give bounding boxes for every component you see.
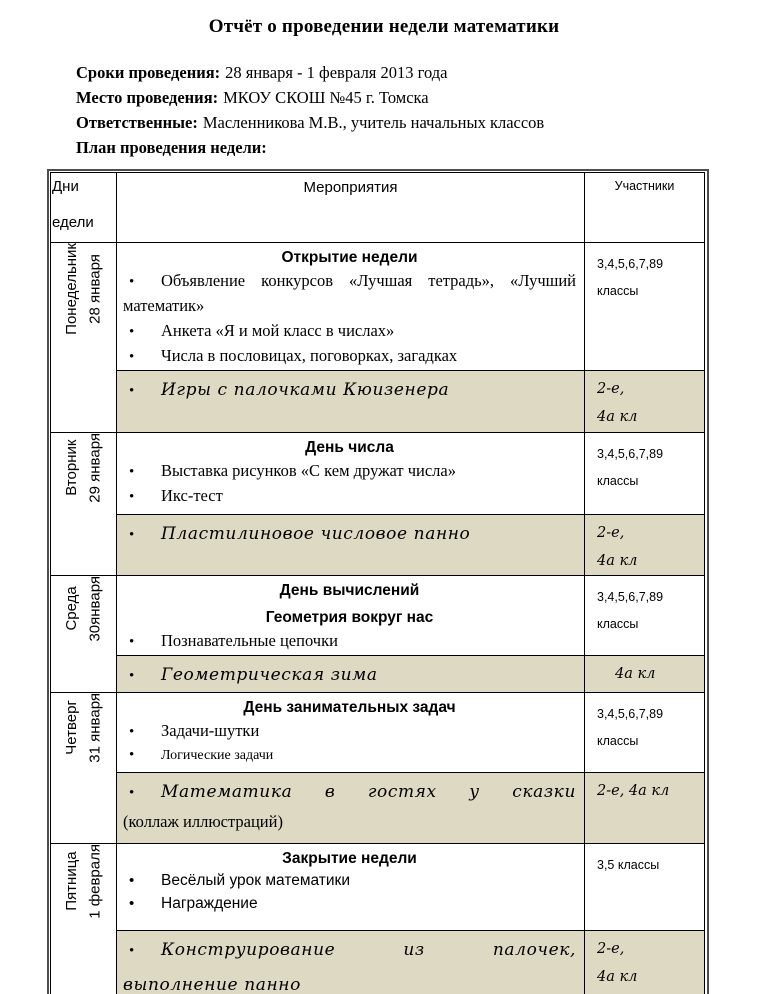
event-text: Логические задачи — [161, 747, 274, 763]
bullet-icon: • — [129, 526, 135, 543]
meta-dates-value: 28 января - 1 февраля 2013 года — [225, 63, 448, 82]
day-label — [60, 844, 107, 919]
day-date: 31 января — [86, 692, 104, 763]
events-cell-shaded — [117, 930, 585, 994]
participants-line: 4а кл — [597, 552, 638, 569]
bullet-icon: • — [129, 274, 135, 290]
day-cell-friday — [51, 843, 117, 994]
event-text-script: Пластилиновое числовое панно — [161, 523, 471, 544]
day-name: Понедельник — [63, 243, 81, 335]
table-row — [51, 576, 705, 656]
participants-line: 4а кл — [597, 409, 638, 426]
meta-responsible — [76, 110, 768, 135]
table-row — [51, 843, 705, 930]
event-heading: День вычислений — [279, 582, 420, 600]
meta-responsible-value: Масленникова М.В., учитель начальных классов — [202, 113, 545, 132]
event-text: Награждение — [161, 895, 258, 913]
day-label — [60, 693, 107, 763]
events-cell-shaded — [117, 514, 585, 576]
bullet-icon: • — [129, 463, 135, 480]
event-text: Задачи-шутки — [161, 720, 260, 740]
event-item — [123, 459, 576, 484]
header-participants-cell: Участники — [585, 173, 705, 243]
participants-line: 2-е, — [597, 524, 625, 541]
participants-line: 3,4,5,6,7,89 — [597, 446, 664, 461]
event-heading: Закрытие недели — [282, 849, 417, 867]
meta-place-label: Место проведения: — [76, 88, 219, 107]
plan-table-frame — [47, 169, 709, 994]
events-cell-shaded — [117, 655, 585, 692]
event-item — [123, 522, 576, 547]
event-text: Объявление конкурсов «Лучшая тетрадь», «Лучший математик» — [123, 271, 576, 315]
day-cell-monday — [51, 243, 117, 433]
event-item — [123, 344, 576, 369]
event-text-script: Конструирование из палочек, — [161, 939, 576, 960]
event-text: Весёлый урок математики — [161, 871, 350, 889]
plan-table — [50, 172, 705, 994]
bullet-icon: • — [129, 634, 135, 651]
header-days-cell — [51, 173, 117, 243]
table-row-shaded — [51, 655, 705, 692]
day-label — [60, 243, 107, 335]
participants-cell — [585, 843, 705, 930]
events-cell — [117, 243, 585, 371]
meta-place — [76, 85, 768, 110]
event-item — [123, 629, 576, 654]
participants-line: 3,5 классы — [597, 857, 660, 872]
day-date: 1 февраля — [86, 843, 104, 919]
meta-block — [76, 60, 768, 160]
bullet-icon: • — [129, 323, 135, 340]
day-cell-wednesday — [51, 576, 117, 693]
event-heading: День занимательных задач — [243, 698, 456, 716]
event-text-script: выполнение панно — [123, 974, 301, 994]
table-header-row — [51, 173, 705, 243]
participants-line: 2-е, — [597, 940, 625, 957]
day-name: Четверг — [63, 700, 81, 756]
day-label — [60, 433, 107, 503]
page-title: Отчёт о проведении недели математики — [208, 16, 560, 37]
participants-line: классы — [597, 617, 639, 632]
header-events-cell: Мероприятия — [117, 173, 585, 243]
day-date: 28 января — [86, 254, 104, 324]
meta-dates — [76, 60, 768, 85]
bullet-icon: • — [129, 871, 135, 889]
meta-dates-label: Сроки проведения: — [76, 63, 221, 82]
table-row — [51, 692, 705, 772]
participants-line: классы — [597, 283, 639, 298]
table-row-shaded — [51, 930, 705, 994]
event-item — [123, 780, 576, 805]
bullet-icon: • — [129, 667, 135, 684]
participants-cell — [585, 692, 705, 772]
header-days-line2: едели — [52, 214, 94, 231]
event-text: Числа в пословицах, поговорках, загадках — [161, 346, 458, 366]
meta-responsible-label: Ответственные: — [76, 113, 198, 132]
event-item — [123, 663, 576, 688]
meta-place-value: МКОУ СКОШ №45 г. Томска — [223, 88, 429, 107]
event-text-script: Математика в гостях у сказки — [161, 781, 576, 802]
participants-cell-shaded — [585, 772, 705, 843]
participants-cell-shaded — [585, 371, 705, 433]
event-item — [123, 378, 576, 403]
event-heading: Геометрия вокруг нас — [265, 609, 434, 627]
meta-plan-label: План проведения недели: — [76, 138, 267, 157]
bullet-icon: • — [129, 349, 135, 366]
bullet-icon: • — [129, 723, 135, 740]
bullet-icon: • — [129, 942, 135, 959]
participants-line: 2-е, 4а кл — [597, 782, 670, 799]
events-cell — [117, 843, 585, 930]
table-row — [51, 243, 705, 371]
participants-line: 3,4,5,6,7,89 — [597, 706, 664, 721]
participants-line: 4а кл — [597, 969, 638, 986]
event-item — [123, 870, 576, 892]
participants-cell — [585, 243, 705, 371]
events-cell-shaded — [117, 772, 585, 843]
bullet-icon: • — [129, 383, 135, 400]
event-heading: Открытие недели — [281, 249, 418, 266]
event-note: (коллаж иллюстраций) — [123, 811, 283, 831]
table-row-shaded — [51, 772, 705, 843]
event-item — [123, 319, 576, 344]
participants-cell-shaded — [585, 514, 705, 576]
events-cell-shaded — [117, 371, 585, 433]
day-cell-tuesday — [51, 432, 117, 576]
event-item — [123, 484, 576, 509]
participants-line: 4а кл — [615, 665, 656, 682]
event-heading: День числа — [305, 438, 394, 456]
bullet-icon: • — [129, 895, 135, 913]
day-date: 29 января — [86, 432, 104, 503]
day-name: Среда — [63, 586, 81, 632]
event-item — [123, 938, 576, 963]
participants-line: классы — [597, 473, 639, 488]
participants-line: 2-е, — [597, 381, 625, 398]
participants-cell — [585, 576, 705, 656]
table-row — [51, 432, 705, 514]
event-item — [123, 893, 576, 915]
day-name: Вторник — [63, 439, 81, 496]
event-text: Познавательные цепочки — [161, 631, 338, 651]
event-text-script: Игры с палочками Кюизенера — [161, 380, 450, 401]
events-cell — [117, 576, 585, 656]
participants-line: 3,4,5,6,7,89 — [597, 590, 664, 605]
participants-line: классы — [597, 733, 639, 748]
day-label — [60, 576, 107, 642]
table-row-shaded — [51, 371, 705, 433]
event-item — [123, 269, 576, 318]
event-item — [123, 719, 576, 744]
participants-cell-shaded — [585, 655, 705, 692]
meta-plan — [76, 135, 768, 160]
event-item — [123, 745, 576, 767]
event-text-script: Геометрическая зима — [161, 664, 378, 685]
event-text: Анкета «Я и мой класс в числах» — [161, 320, 395, 340]
table-row-shaded — [51, 514, 705, 576]
bullet-icon: • — [129, 746, 135, 763]
event-text: Икс-тест — [161, 486, 223, 506]
participants-cell-shaded — [585, 930, 705, 994]
participants-cell — [585, 432, 705, 514]
bullet-icon: • — [129, 489, 135, 506]
day-name: Пятница — [63, 851, 81, 912]
participants-line: 3,4,5,6,7,89 — [597, 257, 664, 271]
events-cell — [117, 692, 585, 772]
bullet-icon: • — [129, 784, 135, 801]
header-days-line1: Дни — [52, 178, 79, 195]
event-text: Выставка рисунков «С кем дружат числа» — [161, 460, 456, 480]
day-date: 30января — [86, 576, 104, 642]
day-cell-thursday — [51, 692, 117, 843]
events-cell — [117, 432, 585, 514]
